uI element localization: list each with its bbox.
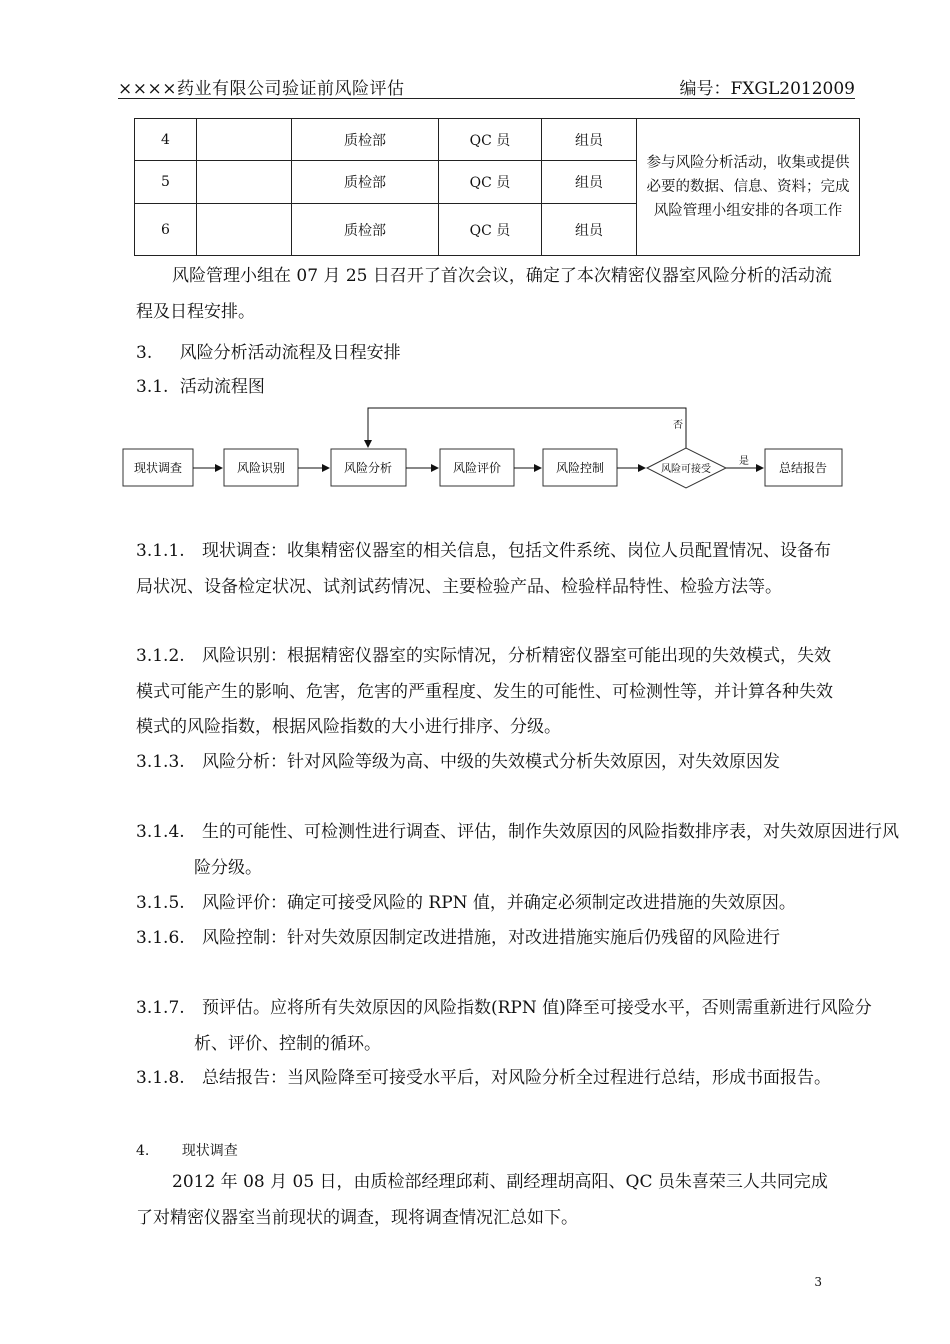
item-3-1-8 (136, 1061, 900, 1097)
flow-arrow-no-loop (368, 408, 686, 448)
cell-duty: 参与风险分析活动，收集或提供必要的数据、信息、资料；完成风险管理小组安排的各项工作 (637, 119, 860, 256)
cell-dept: 质检部 (292, 161, 439, 204)
flow-label-report: 总结报告 (778, 461, 828, 475)
risk-team-table (134, 118, 860, 256)
item-number: 3.1.7. (136, 998, 185, 1018)
item-3-1-7 (136, 991, 900, 1062)
flow-label-no: 否 (673, 420, 683, 431)
section-3-number: 3. (136, 343, 153, 363)
item-number: 3.1.5. (136, 893, 185, 913)
item-number: 3.1.6. (136, 928, 185, 948)
cell-name (197, 119, 292, 161)
item-number: 3.1.8. (136, 1068, 185, 1088)
flow-label-identify: 风险识别 (236, 461, 286, 475)
item-text: 总结报告：当风险降至可接受水平后，对风险分析全过程进行总结，形成书面报告。 (202, 1068, 831, 1088)
item-3-1-1 (136, 534, 842, 605)
table-row (135, 119, 860, 161)
item-number: 3.1.2. (136, 646, 185, 666)
section-4-title: 现状调查 (181, 1143, 238, 1159)
cell-role: 组员 (542, 161, 637, 204)
survey-paragraph: 2012 年 08 月 05 日，由质检部经理邱莉、副经理胡高阳、QC 员朱喜荣三人共同完成了对精密仪器室当前现状的调查，现将调查情况汇总如下。 (136, 1172, 828, 1228)
item-text: 风险评价：确定可接受风险的 RPN 值，并确定必须制定改进措施的失效原因。 (202, 893, 796, 913)
cell-name (197, 204, 292, 256)
flow-label-evaluate: 风险评价 (452, 461, 502, 475)
flow-label-survey: 现状调查 (133, 461, 183, 475)
flow-label-analyze: 风险分析 (343, 461, 393, 475)
item-number: 3.1.1. (136, 541, 185, 561)
cell-name (197, 161, 292, 204)
cell-no: 6 (135, 204, 197, 256)
header-doc-number: 编号：FXGL2012009 (679, 79, 855, 99)
page-number: 3 (814, 1275, 822, 1289)
activity-flowchart (0, 400, 950, 500)
item-3-1-2 (136, 639, 842, 746)
section-3-1-title: 活动流程图 (179, 377, 265, 397)
cell-post: QC 员 (439, 161, 542, 204)
section-3-title: 风险分析活动流程及日程安排 (179, 343, 401, 363)
cell-dept: 质检部 (292, 204, 439, 256)
item-3-1-4 (136, 815, 900, 886)
cell-no: 4 (135, 119, 197, 161)
item-text: 风险分析：针对风险等级为高、中级的失效模式分析失效原因，对失效原因发 (202, 752, 780, 772)
section-3-1-heading (136, 372, 265, 397)
flow-label-decision: 风险可接受 (661, 464, 711, 475)
section-4-number: 4. (136, 1143, 150, 1159)
flow-label-control: 风险控制 (555, 461, 605, 475)
cell-role: 组员 (542, 119, 637, 161)
item-number: 3.1.4. (136, 822, 185, 842)
cell-role: 组员 (542, 204, 637, 256)
meeting-paragraph: 风险管理小组在 07 月 25 日召开了首次会议，确定了本次精密仪器室风险分析的活动流程及日程安排。 (136, 266, 832, 322)
header-title: ××××药业有限公司验证前风险评估 (118, 79, 405, 99)
flow-label-yes: 是 (739, 456, 749, 467)
item-3-1-5 (136, 886, 900, 922)
item-text: 风险控制：针对失效原因制定改进措施，对改进措施实施后仍残留的风险进行 (202, 928, 780, 948)
item-3-1-3 (136, 745, 900, 781)
item-text: 预评估。应将所有失效原因的风险指数(RPN 值)降至可接受水平，否则需重新进行风险分析、评价、控制的循环。 (194, 998, 872, 1054)
item-text: 生的可能性、可检测性进行调查、评估，制作失效原因的风险指数排序表，对失效原因进行风险分级。 (194, 822, 899, 878)
item-number: 3.1.3. (136, 752, 185, 772)
section-3-heading (136, 338, 401, 363)
item-text: 风险识别：根据精密仪器室的实际情况，分析精密仪器室可能出现的失效模式，失效模式可能产生的影响、危害，危害的严重程度、发生的可能性、可检测性等，并计算各种失效模式的风险指数，根据风险指数的大小进行排序、分级。 (136, 646, 833, 737)
cell-no: 5 (135, 161, 197, 204)
cell-dept: 质检部 (292, 119, 439, 161)
cell-post: QC 员 (439, 119, 542, 161)
page-header (118, 74, 855, 99)
section-4-heading (136, 1140, 238, 1160)
section-3-1-number: 3.1. (136, 377, 169, 397)
item-3-1-6 (136, 921, 900, 957)
item-text: 现状调查：收集精密仪器室的相关信息，包括文件系统、岗位人员配置情况、设备布局状况、设备检定状况、试剂试药情况、主要检验产品、检验样品特性、检验方法等。 (136, 541, 831, 597)
cell-post: QC 员 (439, 204, 542, 256)
